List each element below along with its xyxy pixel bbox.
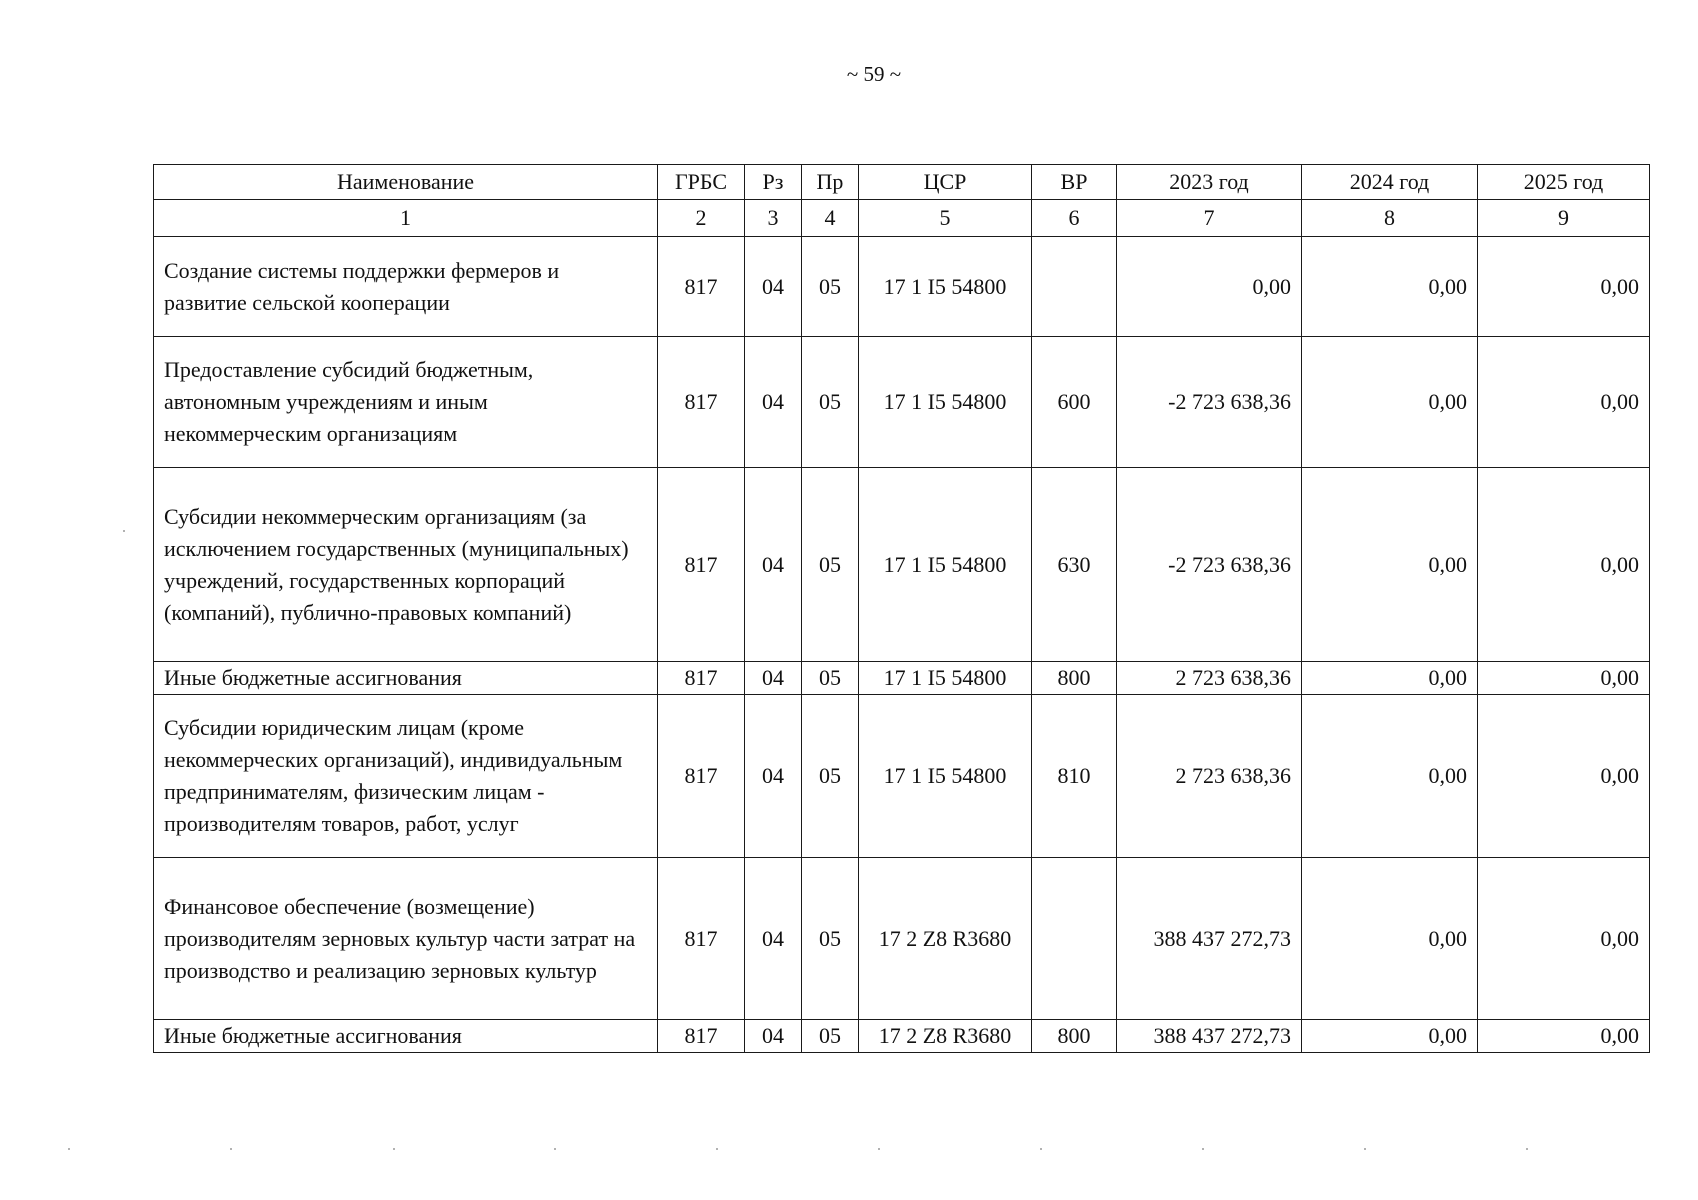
row-pr: 05 [802, 695, 859, 858]
row-value-2025: 0,00 [1478, 237, 1650, 337]
table-row [154, 337, 1650, 468]
row-rz: 04 [745, 237, 802, 337]
row-grbs: 817 [658, 1020, 745, 1053]
scan-speck [554, 1148, 556, 1150]
row-grbs: 817 [658, 858, 745, 1020]
row-name: Создание системы поддержки фермеров и развитие сельской кооперации [154, 237, 658, 337]
row-vr: 600 [1032, 337, 1117, 468]
row-pr: 05 [802, 237, 859, 337]
row-value-2024: 0,00 [1302, 695, 1478, 858]
row-pr: 05 [802, 858, 859, 1020]
row-rz: 04 [745, 468, 802, 662]
table-row [154, 1020, 1650, 1053]
header-csr: ЦСР [859, 165, 1032, 200]
row-csr: 17 2 Z8 R3680 [859, 1020, 1032, 1053]
row-vr: 810 [1032, 695, 1117, 858]
row-value-2023: 388 437 272,73 [1117, 1020, 1302, 1053]
row-name: Финансовое обеспечение (возмещение) производителям зерновых культур части затрат на производство и реализацию зерновых культур [154, 858, 658, 1020]
header-2025: 2025 год [1478, 165, 1650, 200]
header-grbs: ГРБС [658, 165, 745, 200]
row-grbs: 817 [658, 662, 745, 695]
row-value-2023: 388 437 272,73 [1117, 858, 1302, 1020]
row-value-2025: 0,00 [1478, 662, 1650, 695]
row-csr: 17 1 I5 54800 [859, 468, 1032, 662]
table-header-row [154, 165, 1650, 200]
row-name: Субсидии юридическим лицам (кроме некоммерческих организаций), индивидуальным предпринимателям, физическим лицам - производителям товаров, работ, услуг [154, 695, 658, 858]
row-rz: 04 [745, 858, 802, 1020]
row-vr: 800 [1032, 1020, 1117, 1053]
row-grbs: 817 [658, 695, 745, 858]
column-number: 1 [154, 200, 658, 237]
row-vr: 800 [1032, 662, 1117, 695]
header-2023: 2023 год [1117, 165, 1302, 200]
row-name: Предоставление субсидий бюджетным, автономным учреждениям и иным некоммерческим организациям [154, 337, 658, 468]
column-number-row [154, 200, 1650, 237]
scan-speck [1202, 1148, 1204, 1150]
page-number: ~ 59 ~ [846, 62, 902, 86]
row-value-2023: 2 723 638,36 [1117, 695, 1302, 858]
row-value-2025: 0,00 [1478, 695, 1650, 858]
table-row [154, 858, 1650, 1020]
scan-speck [1526, 1148, 1528, 1150]
row-rz: 04 [745, 695, 802, 858]
row-pr: 05 [802, 468, 859, 662]
header-2024: 2024 год [1302, 165, 1478, 200]
header-pr: Пр [802, 165, 859, 200]
row-grbs: 817 [658, 468, 745, 662]
row-pr: 05 [802, 337, 859, 468]
column-number: 6 [1032, 200, 1117, 237]
row-value-2024: 0,00 [1302, 662, 1478, 695]
scan-speck [716, 1148, 718, 1150]
row-name: Иные бюджетные ассигнования [154, 1020, 658, 1053]
row-value-2025: 0,00 [1478, 858, 1650, 1020]
row-rz: 04 [745, 662, 802, 695]
row-pr: 05 [802, 662, 859, 695]
row-value-2024: 0,00 [1302, 468, 1478, 662]
row-vr [1032, 858, 1117, 1020]
table-row [154, 468, 1650, 662]
row-value-2024: 0,00 [1302, 1020, 1478, 1053]
row-name: Иные бюджетные ассигнования [154, 662, 658, 695]
scan-speck [230, 1148, 232, 1150]
scan-speck [1364, 1148, 1366, 1150]
row-vr: 630 [1032, 468, 1117, 662]
header-rz: Рз [745, 165, 802, 200]
scan-speck [123, 530, 125, 532]
header-vr: ВР [1032, 165, 1117, 200]
column-number: 3 [745, 200, 802, 237]
row-value-2024: 0,00 [1302, 858, 1478, 1020]
column-number: 8 [1302, 200, 1478, 237]
scan-speck [878, 1148, 880, 1150]
column-number: 2 [658, 200, 745, 237]
row-vr [1032, 237, 1117, 337]
row-pr: 05 [802, 1020, 859, 1053]
row-value-2024: 0,00 [1302, 237, 1478, 337]
row-csr: 17 2 Z8 R3680 [859, 858, 1032, 1020]
row-value-2024: 0,00 [1302, 337, 1478, 468]
row-value-2023: 2 723 638,36 [1117, 662, 1302, 695]
row-value-2023: 0,00 [1117, 237, 1302, 337]
row-grbs: 817 [658, 237, 745, 337]
budget-table [153, 164, 1650, 1053]
table-row [154, 237, 1650, 337]
row-value-2023: -2 723 638,36 [1117, 337, 1302, 468]
row-rz: 04 [745, 337, 802, 468]
row-grbs: 817 [658, 337, 745, 468]
column-number: 7 [1117, 200, 1302, 237]
row-value-2025: 0,00 [1478, 337, 1650, 468]
header-name: Наименование [154, 165, 658, 200]
row-value-2025: 0,00 [1478, 1020, 1650, 1053]
column-number: 4 [802, 200, 859, 237]
table-row [154, 695, 1650, 858]
column-number: 9 [1478, 200, 1650, 237]
scan-speck [1040, 1148, 1042, 1150]
row-name: Субсидии некоммерческим организациям (за исключением государственных (муниципальных) учреждений, государственных корпораций (компаний), публично-правовых компаний) [154, 468, 658, 662]
row-csr: 17 1 I5 54800 [859, 662, 1032, 695]
table-row [154, 662, 1650, 695]
scan-speck [393, 1148, 395, 1150]
column-number: 5 [859, 200, 1032, 237]
row-rz: 04 [745, 1020, 802, 1053]
row-csr: 17 1 I5 54800 [859, 237, 1032, 337]
scan-speck [68, 1148, 70, 1150]
row-csr: 17 1 I5 54800 [859, 695, 1032, 858]
row-value-2025: 0,00 [1478, 468, 1650, 662]
row-csr: 17 1 I5 54800 [859, 337, 1032, 468]
row-value-2023: -2 723 638,36 [1117, 468, 1302, 662]
